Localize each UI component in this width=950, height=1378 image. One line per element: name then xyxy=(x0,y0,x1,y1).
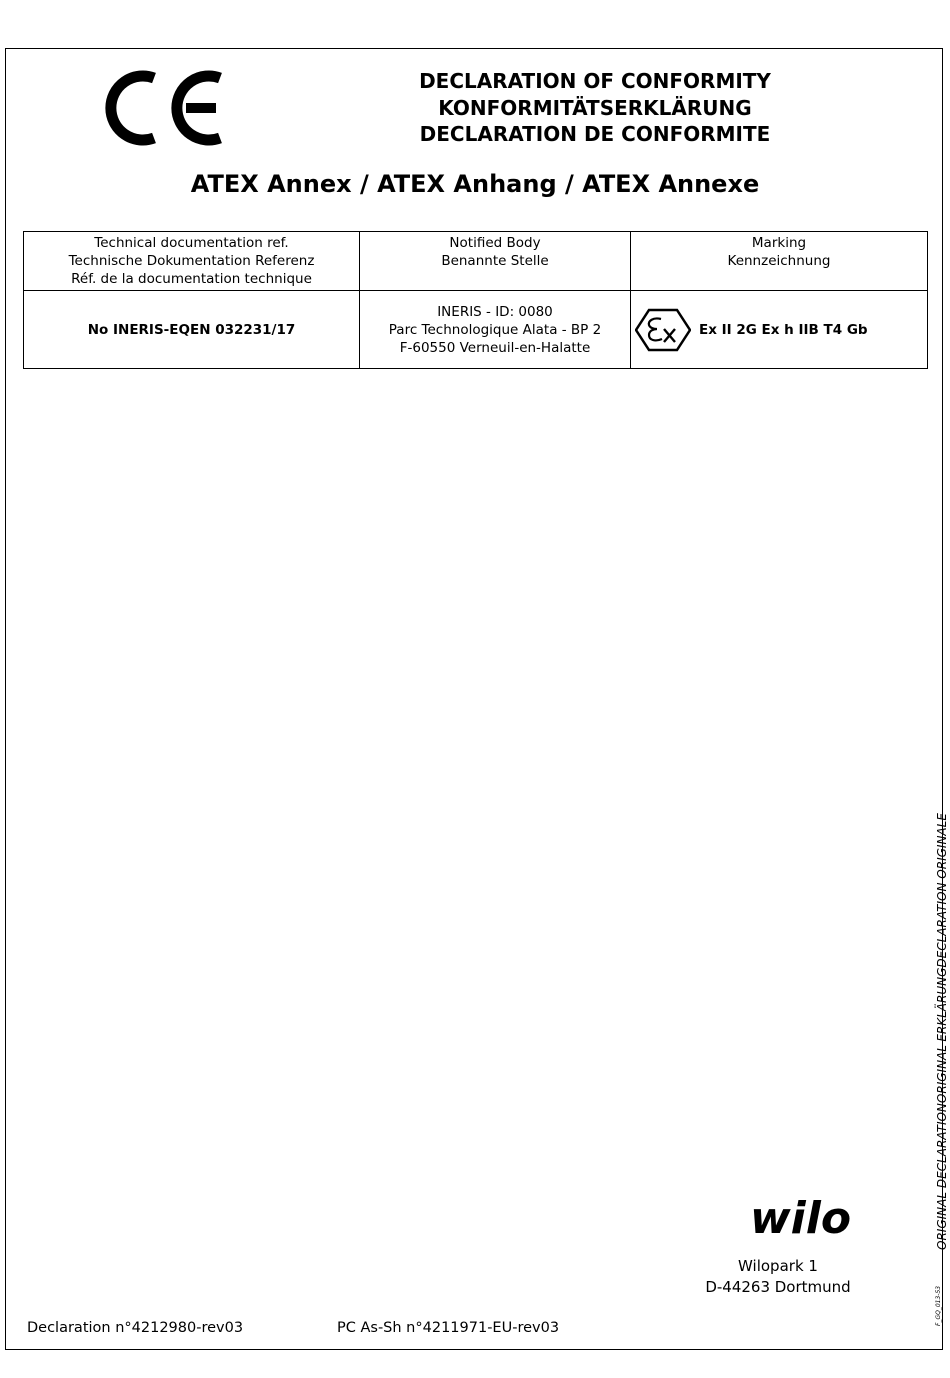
table-header-row xyxy=(24,232,928,291)
header-marking: Marking Kennzeichnung xyxy=(631,232,928,291)
table-row xyxy=(24,291,928,369)
header-technical-doc: Technical documentation ref. Technische Dokumentation Referenz Réf. de la documentation technique xyxy=(24,232,360,291)
ce-mark-icon xyxy=(102,62,232,154)
pc-number: PC As-Sh n°4211971-EU-rev03 xyxy=(337,1320,560,1336)
ex-hexagon-icon xyxy=(635,308,691,352)
annex-title: ATEX Annex / ATEX Anhang / ATEX Annexe xyxy=(190,170,760,198)
company-address: Wilopark 1 D-44263 Dortmund xyxy=(705,1257,851,1296)
wilo-logo xyxy=(748,1193,870,1243)
marking-cell xyxy=(631,291,928,369)
original-declaration-vertical: ORIGINAL DECLARATIONORIGINAL-ERKLÄRUNGDECLARATION ORIGINALE xyxy=(935,813,949,1250)
marking-text: Ex II 2G Ex h IIB T4 Gb xyxy=(699,321,868,338)
declaration-number: Declaration n°4212980-rev03 xyxy=(27,1320,244,1336)
title-fr: DECLARATION DE CONFORMITE xyxy=(419,122,771,146)
form-reference: F_GQ_013-53 xyxy=(935,1285,942,1326)
header-notified-body: Notified Body Benannte Stelle xyxy=(360,232,631,291)
reference-table xyxy=(23,231,928,369)
title-de: KONFORMITÄTSERKLÄRUNG xyxy=(438,95,752,120)
declaration-titles xyxy=(410,68,780,148)
wilo-logo-text: wilo xyxy=(750,1193,852,1243)
notified-body-address: INERIS - ID: 0080 Parc Technologique Alata - BP 2 F-60550 Verneuil-en-Halatte xyxy=(360,291,631,369)
title-en: DECLARATION OF CONFORMITY xyxy=(419,69,771,93)
technical-doc-ref: No INERIS-EQEN 032231/17 xyxy=(24,291,360,369)
